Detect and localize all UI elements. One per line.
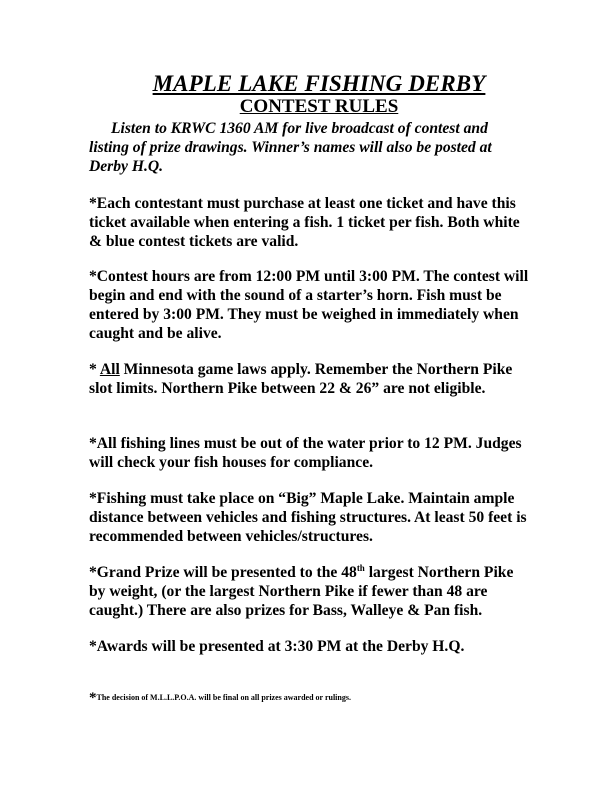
footer-note xyxy=(89,692,529,704)
footer-asterisk: * xyxy=(89,690,97,706)
rule-game-laws-emphasis: All xyxy=(99,361,120,378)
rule-ticket: *Each contestant must purchase at least one ticket and have this ticket available when entering a fish. 1 ticket per fish. Both white & blue contest tickets are valid. xyxy=(89,195,520,250)
rule-game-laws xyxy=(89,360,529,398)
page-subtitle: CONTEST RULES xyxy=(239,96,399,117)
intro-paragraph: Listen to KRWC 1360 AM for live broadcast of contest and listing of prize drawings. Winner’s names will also be posted at Derby H.Q. xyxy=(89,120,492,175)
rule-grand-prize-text-b: largest Northern Pike by weight, (or the largest Northern Pike if fewer than 48 are caught.) There are also prizes for Bass, Walleye & Pan fish. xyxy=(89,564,514,619)
rule-location: *Fishing must take place on “Big” Maple Lake. Maintain ample distance between vehicles and fishing structures. At least 50 feet is recommended between vehicles/structures. xyxy=(89,490,527,545)
rule-awards: *Awards will be presented at 3:30 PM at the Derby H.Q. xyxy=(89,638,465,655)
rule-grand-prize-ordinal: th xyxy=(356,562,365,573)
page-title: MAPLE LAKE FISHING DERBY xyxy=(152,71,486,96)
footer-text: The decision of M.L.L.P.O.A. will be final on all prizes awarded or rulings. xyxy=(96,693,351,702)
rule-grand-prize xyxy=(89,563,529,620)
rule-grand-prize-text-a: *Grand Prize will be presented to the 48 xyxy=(89,564,357,581)
rule-game-laws-text: Minnesota game laws apply. Remember the Northern Pike slot limits. Northern Pike between 22 & 26” are not eligible. xyxy=(89,361,513,397)
rule-fishing-lines: *All fishing lines must be out of the water prior to 12 PM. Judges will check your fish houses for compliance. xyxy=(89,435,522,471)
rule-hours: *Contest hours are from 12:00 PM until 3:00 PM. The contest will begin and end with the sound of a starter’s horn. Fish must be entered by 3:00 PM. They must be weighed in immediately when caught and be alive. xyxy=(89,268,529,342)
rule-game-laws-prefix: * xyxy=(89,361,100,378)
